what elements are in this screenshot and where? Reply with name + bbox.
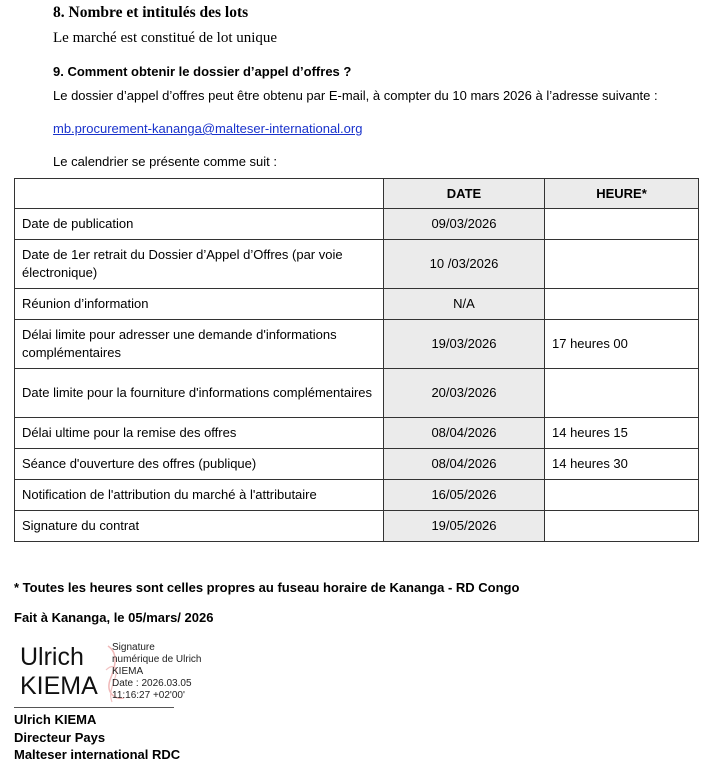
table-header-row (15, 179, 699, 209)
date-cell: 16/05/2026 (384, 480, 545, 511)
event-cell: Séance d'ouverture des offres (publique) (15, 449, 384, 480)
table-row (15, 511, 699, 542)
place-and-date: Fait à Kananga, le 05/mars/ 2026 (14, 610, 214, 625)
email-link[interactable]: mb.procurement-kananga@malteser-international.org (53, 121, 363, 136)
time-cell (545, 289, 699, 320)
table-row (15, 289, 699, 320)
date-cell: 08/04/2026 (384, 449, 545, 480)
section-8-heading: 8. Nombre et intitulés des lots (53, 4, 249, 21)
table-row (15, 418, 699, 449)
event-cell: Délai limite pour adresser une demande d'informations complémentaires (15, 320, 384, 369)
signatory-organization: Malteser international RDC (14, 747, 181, 762)
table-row (15, 369, 699, 418)
event-cell: Délai ultime pour la remise des offres (15, 418, 384, 449)
signatory-name: Ulrich KIEMA (14, 712, 97, 727)
signature-name: Ulrich KIEMA (20, 643, 98, 700)
header-date: DATE (384, 179, 545, 209)
section-9-heading: 9. Comment obtenir le dossier d’appel d’offres ? (53, 64, 352, 79)
event-cell: Signature du contrat (15, 511, 384, 542)
date-cell: 19/05/2026 (384, 511, 545, 542)
table-row (15, 209, 699, 240)
signatory-block (14, 711, 180, 764)
time-cell: 14 heures 15 (545, 418, 699, 449)
time-cell: 17 heures 00 (545, 320, 699, 369)
time-cell (545, 480, 699, 511)
time-cell (545, 240, 699, 289)
table-row (15, 320, 699, 369)
event-cell: Date de publication (15, 209, 384, 240)
event-cell: Notification de l'attribution du marché à l'attributaire (15, 480, 384, 511)
section-8-text: Le marché est constitué de lot unique (53, 30, 278, 46)
event-cell: Date limite pour la fourniture d'informations complémentaires (15, 369, 384, 418)
signature-line (14, 707, 174, 708)
time-cell (545, 369, 699, 418)
time-cell (545, 511, 699, 542)
date-cell: 10 /03/2026 (384, 240, 545, 289)
header-event (15, 179, 384, 209)
time-zone-footnote: * Toutes les heures sont celles propres au fuseau horaire de Kananga - RD Congo (14, 580, 520, 595)
event-cell: Réunion d’information (15, 289, 384, 320)
date-cell: 19/03/2026 (384, 320, 545, 369)
time-cell: 14 heures 30 (545, 449, 699, 480)
table-row (15, 449, 699, 480)
table-row (15, 480, 699, 511)
table-row (15, 240, 699, 289)
date-cell: 20/03/2026 (384, 369, 545, 418)
signatory-title: Directeur Pays (14, 729, 106, 745)
schedule-table (14, 178, 699, 542)
date-cell: 08/04/2026 (384, 418, 545, 449)
signature-details: Signature numérique de Ulrich KIEMA Date : 2026.03.05 11:16:27 +02'00' (112, 642, 202, 701)
calendar-intro: Le calendrier se présente comme suit : (53, 154, 277, 169)
header-time: HEURE* (545, 179, 699, 209)
date-cell: N/A (384, 289, 545, 320)
event-cell: Date de 1er retrait du Dossier d’Appel d’Offres (par voie électronique) (15, 240, 384, 289)
section-9-text: Le dossier d’appel d’offres peut être obtenu par E-mail, à compter du 10 mars 2026 à l’adresse suivante : (53, 88, 658, 103)
time-cell (545, 209, 699, 240)
date-cell: 09/03/2026 (384, 209, 545, 240)
